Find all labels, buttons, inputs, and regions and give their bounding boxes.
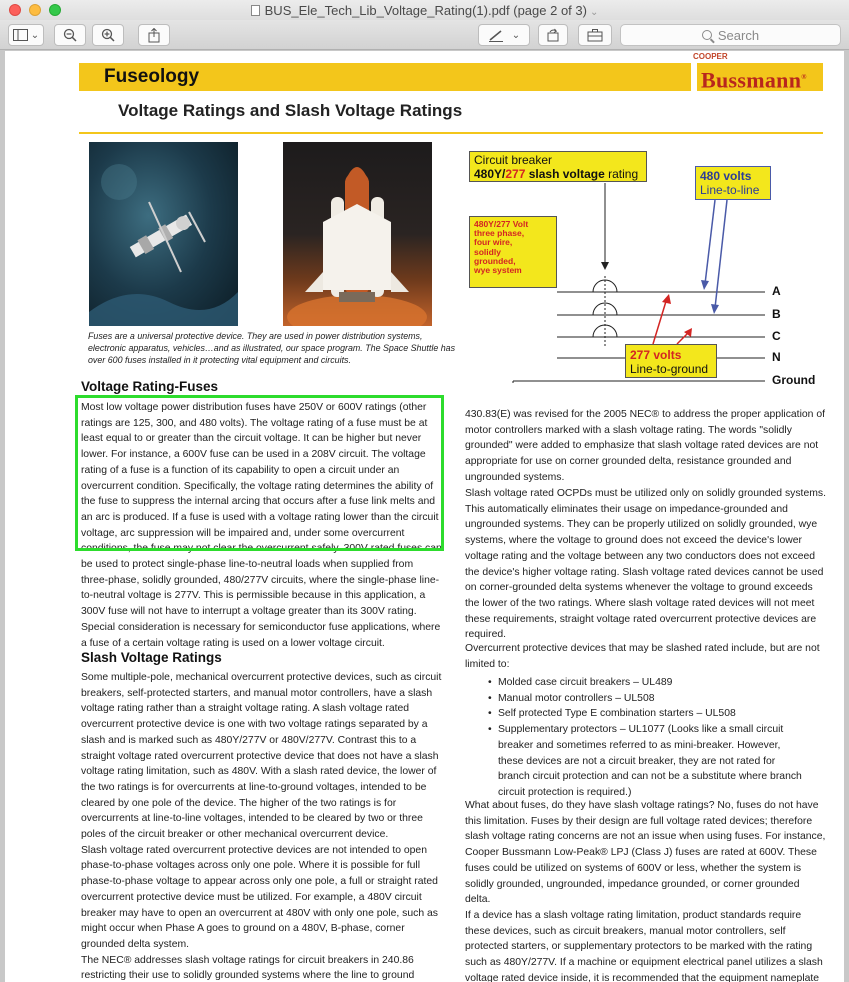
pdf-document-icon: [251, 5, 260, 16]
section-title: Fuseology: [104, 66, 200, 87]
sidebar-chevron-icon: ⌄: [30, 29, 40, 41]
text-line: voltage rating limitation, such as 480V. With a slash rated device, the lower of: [81, 766, 437, 778]
toolbar: [0, 20, 849, 50]
text-line: required.: [465, 629, 507, 641]
text-line: ungrounded systems. They can be properly utilized on solidly grounded, wye: [465, 519, 818, 531]
sidebar-toggle-button[interactable]: [8, 24, 44, 46]
text-line: Some multiple-pole, mechanical overcurrent protective devices, such as circuit: [81, 672, 442, 683]
pdf-page[interactable]: [5, 51, 844, 982]
text-line: voltage rating and the voltage between any two conductors does not exceed: [465, 550, 816, 562]
line-label-c: C: [772, 329, 781, 343]
wye-system-diagram: [465, 148, 825, 387]
text-line: 430.83(E) was revised for the 2005 NEC® to address the proper application of: [465, 409, 825, 420]
pen-markup-icon: [488, 29, 504, 42]
text-line: Slash voltage rated overcurrent protective devices are not intended to open: [81, 844, 427, 856]
text-line: phase-to-phase voltage to appear across only one pole, a full or straight rated: [81, 876, 438, 888]
window-title-text: BUS_Ele_Tech_Lib_Voltage_Rating(1).pdf (page 2 of 3): [264, 3, 587, 18]
photo-caption: Fuses are a universal protective device. They are used in power distribution systems, electronic apparatus, vehicles…and as illustrated, our space program. The Space Shuttle has over 600 fuses installed in it protecting vital equipment and circuits.: [88, 331, 456, 365]
text-line: such as 480Y/277V. If a machine or equipment electrical panel utilizes a slash: [465, 957, 823, 969]
toolbox-icon: [587, 29, 603, 42]
text-line: the two ratings is for overcurrents at line-to-ground voltages, intended to be: [81, 781, 427, 793]
search-placeholder: Search: [717, 27, 760, 43]
text-line: The NEC® addresses slash voltage ratings for circuit breakers in 240.86: [81, 954, 414, 966]
slash-paragraph: [81, 670, 451, 982]
search-icon: [702, 30, 712, 40]
right-paragraph-1: [465, 407, 835, 486]
line-to-ground-label: [625, 344, 717, 378]
text-line: motor controllers marked with a slash voltage rating. The words "solidly: [465, 424, 792, 436]
line-label-b: B: [772, 307, 781, 321]
text-line: breakers, self-protected starters, and manual motor controllers, have a slash: [81, 687, 433, 699]
text-line: protected starters, or supplementary protectors to be marked with the rating: [465, 941, 813, 953]
space-station-illustration: [89, 142, 238, 326]
zoom-out-icon: [63, 28, 77, 42]
markup-button[interactable]: [478, 24, 530, 46]
text-line: the fuse to suppress the internal arcing that occurs after a fuse link melts and: [81, 496, 436, 508]
right-paragraph-4: [465, 798, 835, 908]
ll-value: 480 volts: [700, 169, 752, 183]
text-line: Most low voltage power distribution fuses have 250V or 600V ratings (other: [81, 402, 427, 413]
text-line: be used to protect single-phase line-to-neutral loads when supplied from: [81, 559, 414, 571]
text-line: voltage rated device inside, it is recommended that the equipment nameplate: [465, 972, 820, 982]
text-line: to-neutral voltage is 277V. This is permissible because in this application, a: [81, 590, 426, 602]
list-item-continuation: [488, 738, 818, 801]
space-station-photo: [89, 142, 238, 326]
text-line: overcurrent condition. Specifically, the voltage rating determines the ability of: [81, 480, 434, 492]
text-line: phase-to-phase voltages across only one pole. Where it is possible for full: [81, 860, 421, 872]
text-line: overcurrents at line-to-line voltages, intended to be cleared by two or three: [81, 813, 423, 825]
text-line: overcurrent protective device is one with two voltage ratings separated by a: [81, 719, 428, 731]
sys-line: 480Y/277 Volt: [474, 219, 529, 229]
brand-cooper: COOPER: [693, 52, 728, 61]
text-line: slash voltage rating concerns are not an issue when using fuses. For instance,: [465, 831, 826, 843]
text-line: branch circuit protection and can not be a substitute where branch: [498, 771, 802, 783]
title-menu-chevron-icon[interactable]: ⌄: [589, 7, 599, 18]
lg-label: Line-to-ground: [630, 362, 709, 376]
text-line: fuses could be utilized on systems of 600V or less, whether the system is: [465, 862, 802, 874]
window-title[interactable]: [0, 3, 849, 18]
text-line: ungrounded systems.: [465, 471, 565, 483]
text-line: slash and is marked such as 480Y/277V or 480V/277V. Contrast this to a: [81, 734, 417, 746]
text-line: lower. For instance, a 600V fuse can be used in a 208V circuit. The voltage: [81, 449, 426, 461]
sys-line: solidly: [474, 246, 501, 257]
toolbox-button[interactable]: [578, 24, 612, 46]
system-description-label: [469, 216, 557, 288]
text-line: a fuse of a certain voltage rating is used on a lower voltage circuit.: [81, 637, 385, 649]
zoom-in-button[interactable]: [92, 24, 124, 46]
list-item: • Supplementary protectors – UL1077 (Looks like a small circuit: [488, 722, 818, 738]
text-line: on corner-grounded delta systems whenever the voltage to ground exceeds: [465, 582, 813, 594]
line-label-n: N: [772, 350, 781, 364]
text-line: systems, where the voltage to ground does not exceed the device's lower: [465, 535, 802, 547]
text-line: appropriate for use on corner grounded delta, resistance grounded and: [465, 456, 792, 468]
header-rule: [79, 132, 823, 134]
text-line: might occur when Phase A goes to ground on a 480V, B-phase, corner: [81, 923, 405, 935]
text-line: conditions, the fuse may not clear the overcurrent safely. 300V rated fuses can: [81, 543, 442, 555]
bussmann-logo: [697, 63, 823, 91]
fuses-heading: Voltage Rating-Fuses: [81, 379, 219, 394]
slash-heading: Slash Voltage Ratings: [81, 650, 222, 665]
text-line: delta.: [465, 894, 491, 906]
search-input[interactable]: [620, 24, 841, 46]
text-line: If a device has a slash voltage rating limitation, product standards require: [465, 910, 802, 921]
text-line: limited to:: [465, 658, 510, 670]
circuit-breaker-label: [469, 151, 647, 182]
list-item: • Manual motor controllers – UL508: [488, 691, 818, 707]
text-line: poles of the circuit breaker or other mechanical overcurrent device.: [81, 829, 389, 841]
text-line: breaker and sometimes referred to as mini-breaker. However,: [498, 739, 781, 751]
text-line: these devices are not a circuit breaker, they are not rated for: [498, 755, 776, 767]
rotate-icon: [546, 28, 560, 42]
section-header-band: [79, 63, 691, 91]
text-line: This automatically eliminates their usage on impedance-grounded and: [465, 503, 788, 515]
bussmann-logo-mark: ®: [801, 73, 807, 81]
text-line: breaker may have to open an overcurrent at 480V with only one pole, such as: [81, 907, 438, 919]
text-line: What about fuses, do they have slash voltage ratings? No, fuses do not have: [465, 800, 819, 811]
text-line: restricting their use to solidly grounded systems where the line to ground: [81, 970, 415, 982]
right-paragraph-2: [465, 486, 835, 643]
text-line: Special consideration is necessary for semiconductor fuse applications, where: [81, 621, 441, 633]
text-line: Cooper Bussmann Low-Peak® LPJ (Class J) fuses are rated at 600V. These: [465, 847, 817, 859]
sys-line: wye system: [474, 265, 522, 276]
text-line: straight voltage rated overcurrent protective device that does not have a slash: [81, 750, 439, 762]
line-label-a: A: [772, 284, 781, 298]
text-line: ratings are 125, 300, and 480 volts). The voltage rating of a fuse must be at: [81, 417, 428, 429]
right-paragraph-5: [465, 908, 835, 982]
text-line: this limitation. Fuses by their design are full voltage rated devices; therefore: [465, 815, 813, 827]
text-line: the device's higher voltage rating. Slash voltage rated devices cannot be used: [465, 566, 824, 578]
cb-line1: Circuit breaker: [474, 153, 553, 167]
line-label-ground: Ground: [772, 373, 816, 387]
text-line: least equal to or greater than the circuit voltage. It can be higher but never: [81, 433, 422, 445]
text-line: Slash voltage rated OCPDs must be utilized only on solidly grounded systems.: [465, 488, 826, 499]
text-line: Overcurrent protective devices that may be slashed rated include, but are not: [465, 643, 820, 654]
cb-rating-line: [474, 167, 642, 181]
share-button[interactable]: [138, 24, 170, 46]
text-line: voltage, arc suppression will be impaired and, under some overcurrent: [81, 527, 405, 539]
line-to-line-label: [695, 166, 771, 200]
text-line: the lower of the two ratings. Where slash voltage rated devices will not meet: [465, 597, 815, 609]
text-line: cleared by one pole of the device. The higher of the two ratings is for: [81, 797, 397, 809]
text-selection-highlight: [75, 395, 444, 551]
zoom-out-button[interactable]: [54, 24, 86, 46]
text-line: overcurrent protective device must be utilized. For example, a 480V circuit: [81, 891, 422, 903]
text-line: grounded" were added to emphasize that slash voltage rated devices are not: [465, 440, 819, 452]
title-bar: [0, 0, 849, 20]
page-title: Voltage Ratings and Slash Voltage Ratings: [118, 101, 463, 120]
zoom-in-icon: [101, 28, 115, 42]
text-line: grounded delta system.: [81, 938, 190, 950]
text-line: an arc is produced. If a fuse is used with a voltage rating lower than the circuit: [81, 511, 439, 523]
sys-line: three phase,: [474, 228, 525, 239]
cb-rating-b: 277: [505, 167, 526, 181]
sidebar-icon: [13, 29, 28, 41]
list-item: • Molded case circuit breakers – UL489: [488, 675, 818, 691]
space-shuttle-photo: [283, 142, 432, 326]
text-line: circuit protection is required.): [498, 786, 632, 798]
markup-chevron-icon: ⌄: [511, 29, 521, 41]
text-line: these requirements, straight voltage rated overcurrent protective devices are: [465, 613, 817, 625]
cb-rating-a: 480Y/: [474, 167, 506, 181]
text-line: voltage rating rather than a straight voltage rating. A slash voltage rated: [81, 703, 410, 715]
text-line: three-phase, solidly grounded, 480/277V circuits, where the single-phase line-: [81, 574, 440, 586]
rotate-button[interactable]: [538, 24, 568, 46]
ll-label: Line-to-line: [700, 183, 760, 197]
sys-line: grounded,: [474, 255, 516, 266]
text-line: rating of a fuse is a function of its capability to open a circuit under an: [81, 464, 400, 476]
text-line: 300V fuse will not have to interrupt a voltage greater than its 300V rating.: [81, 606, 417, 618]
device-bullet-list: [488, 675, 818, 801]
sys-line: four wire,: [474, 237, 513, 248]
cb-rating-d: rating: [604, 167, 639, 181]
right-paragraph-3: [465, 641, 835, 672]
bussmann-logo-text: Bussmann: [701, 67, 802, 93]
text-line: solidly grounded, ungrounded, impedance grounded, or corner grounded: [465, 878, 800, 890]
text-line: these devices, such as circuit breakers, manual motor controllers, self: [465, 925, 786, 937]
lg-value: 277 volts: [630, 348, 682, 362]
cb-rating-c: slash voltage: [525, 167, 605, 181]
space-shuttle-illustration: [283, 142, 432, 326]
share-icon: [148, 28, 160, 43]
list-item: • Self protected Type E combination starters – UL508: [488, 706, 818, 722]
